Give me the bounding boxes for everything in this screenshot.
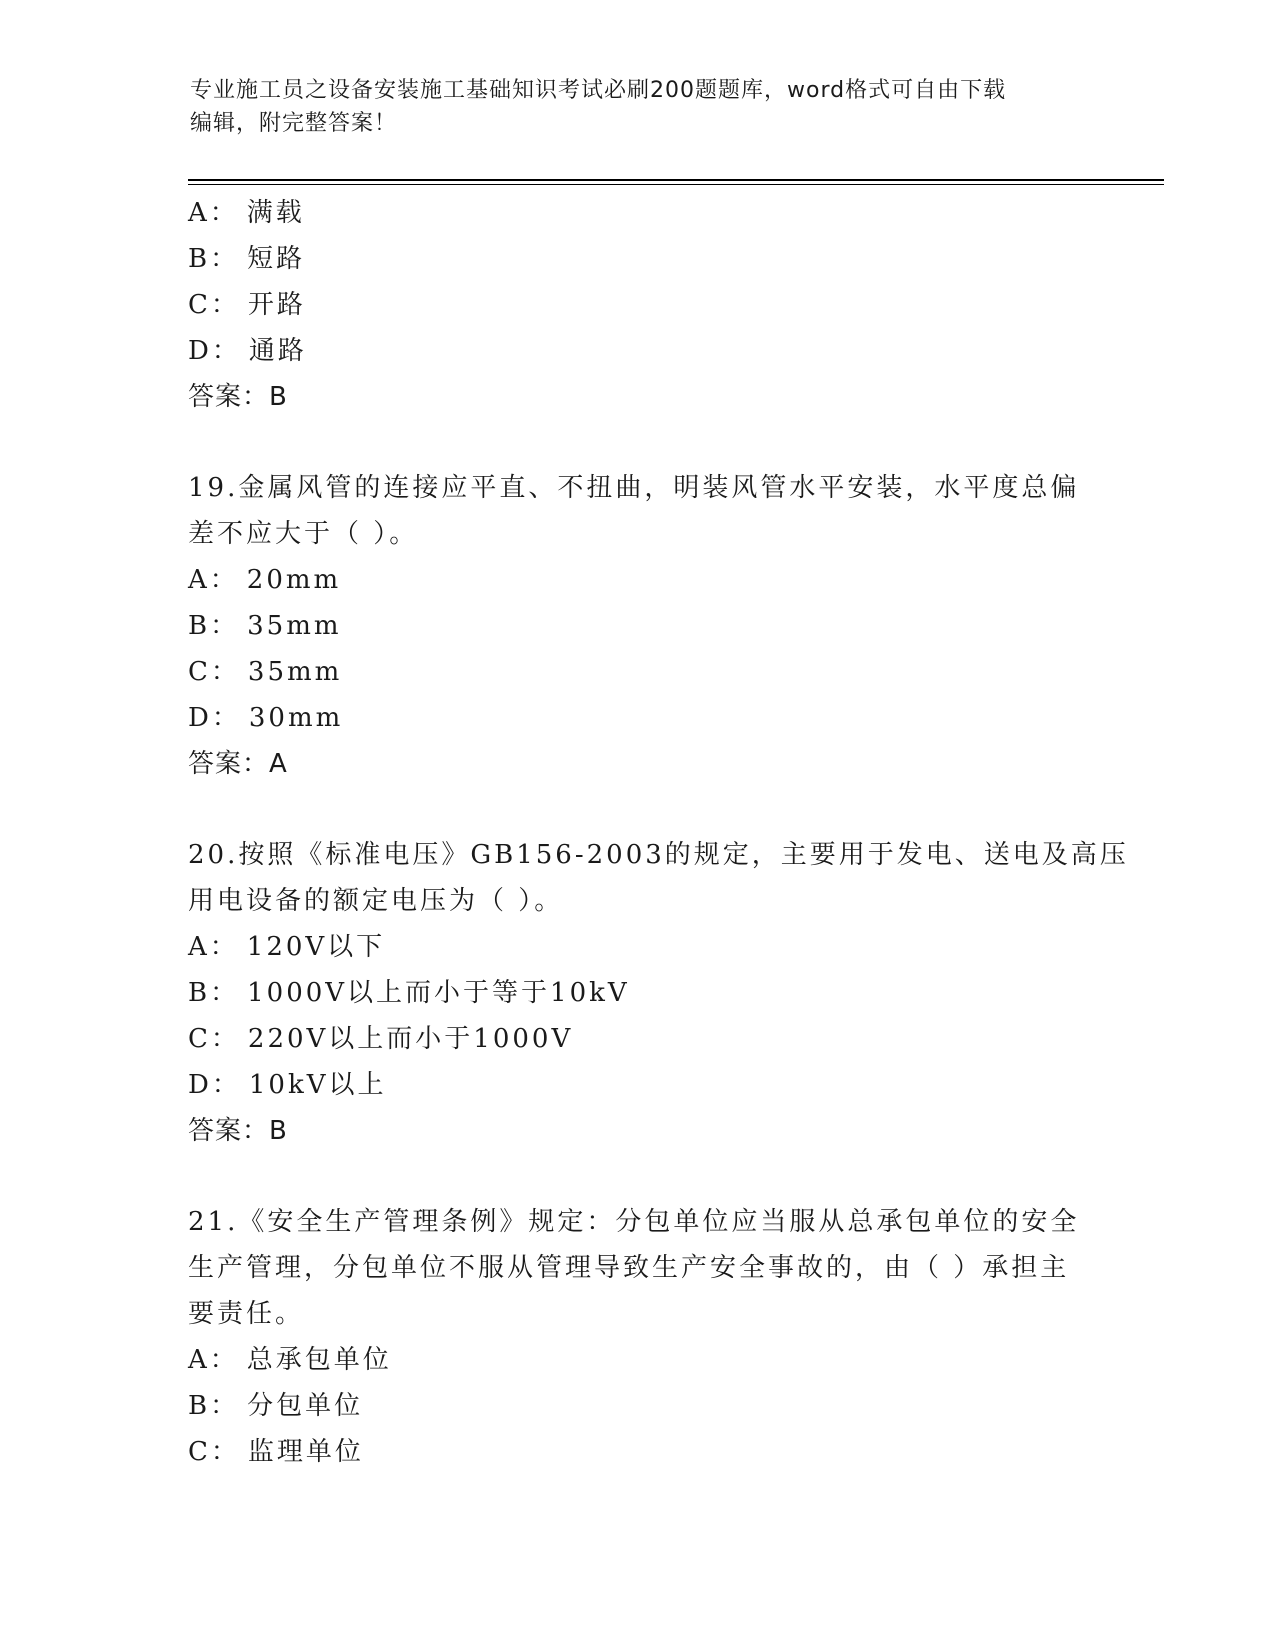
option-b: B： 分包单位 (188, 1391, 364, 1421)
option-b: B： 1000V以上而小于等于10kV (188, 978, 630, 1008)
question-stem-line: 21.《安全生产管理条例》规定：分包单位应当服从总承包单位的安全 (188, 1207, 1080, 1237)
question-18 (188, 190, 1088, 420)
option-d: D： 10kV以上 (188, 1070, 387, 1100)
option-b: B： 35mm (188, 611, 342, 641)
answer: 答案：B (188, 382, 288, 412)
question-stem-line: 生产管理，分包单位不服从管理导致生产安全事故的，由（ ）承担主 (188, 1253, 1070, 1283)
header-title-line-1: 专业施工员之设备安装施工基础知识考试必刷200题题库，word格式可自由下载 (190, 78, 1007, 103)
option-a: A： 满载 (188, 198, 305, 228)
page-header (190, 74, 1090, 140)
question-stem-line: 19.金属风管的连接应平直、不扭曲，明装风管水平安装，水平度总偏 (188, 473, 1080, 503)
option-d: D： 通路 (188, 336, 307, 366)
option-b: B： 短路 (188, 244, 306, 274)
header-divider-thin (188, 184, 1164, 185)
question-stem-line: 用电设备的额定电压为（ ）。 (188, 886, 564, 916)
question-stem-line: 要责任。 (188, 1299, 305, 1329)
header-divider-thick (188, 179, 1164, 181)
header-title-line-2: 编辑，附完整答案！ (190, 111, 398, 136)
question-stem-line: 差不应大于（ ）。 (188, 519, 419, 549)
answer: 答案：B (188, 1116, 288, 1146)
option-c: C： 监理单位 (188, 1437, 364, 1467)
option-c: C： 220V以上而小于1000V (188, 1024, 574, 1054)
question-20 (188, 832, 1129, 1154)
option-c: C： 开路 (188, 290, 306, 320)
option-a: A： 120V以下 (188, 932, 386, 962)
option-c: C： 35mm (188, 657, 343, 687)
question-21 (188, 1199, 1088, 1475)
question-stem-line: 20.按照《标准电压》GB156-2003的规定，主要用于发电、送电及高压 (188, 840, 1129, 870)
question-19 (188, 465, 1088, 787)
option-a: A： 20mm (188, 565, 342, 595)
option-a: A： 总承包单位 (188, 1345, 392, 1375)
question-list (188, 190, 1129, 1475)
answer: 答案：A (188, 749, 288, 779)
option-d: D： 30mm (188, 703, 344, 733)
